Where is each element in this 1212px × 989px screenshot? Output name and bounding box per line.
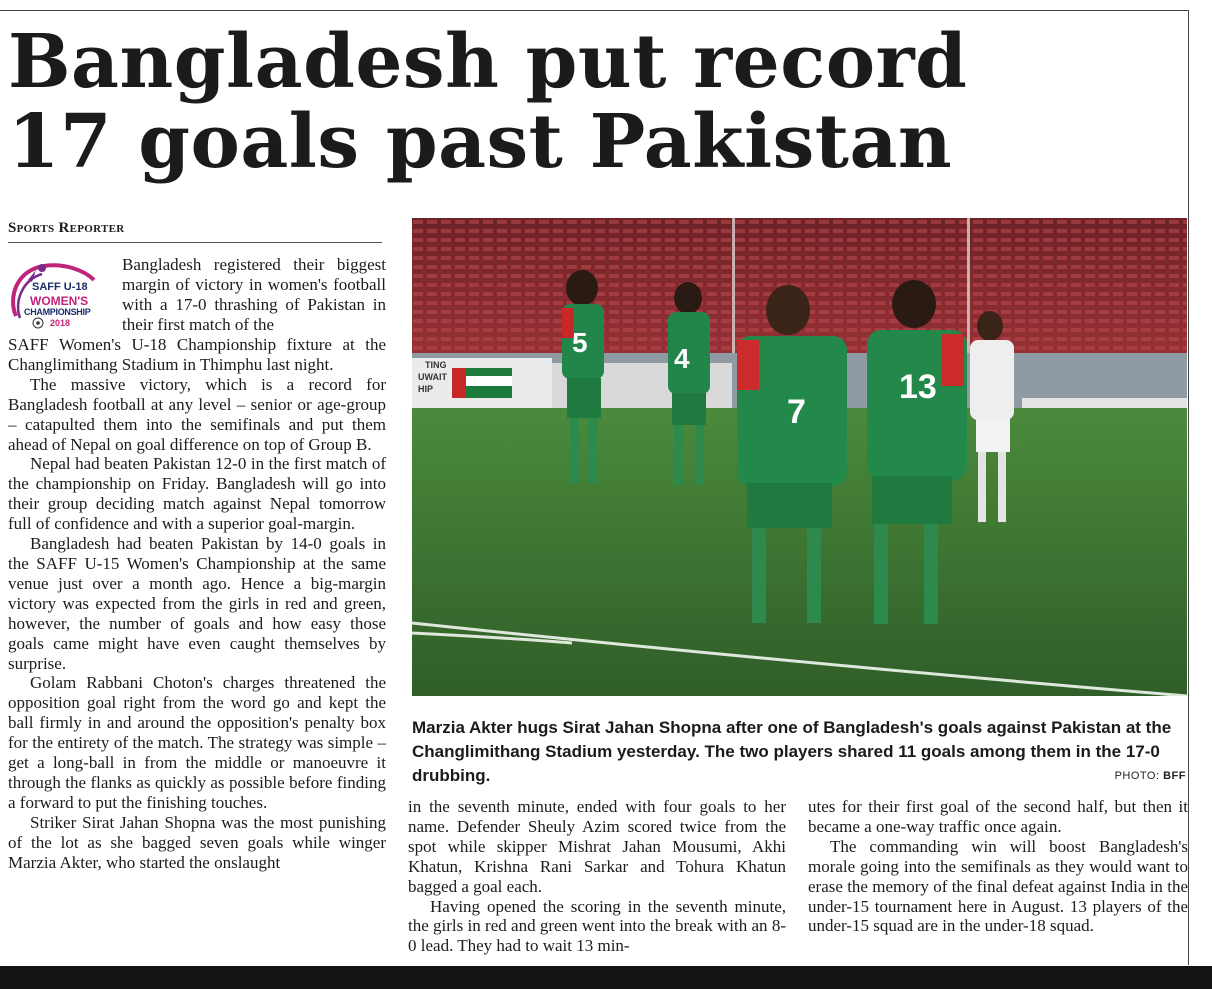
top-rule (0, 10, 1188, 11)
logo-year: 2018 (50, 318, 71, 328)
headline (8, 19, 968, 185)
board-text: TING (425, 360, 447, 370)
article-column-3 (808, 797, 1188, 936)
logo-subtitle: WOMEN'S (30, 294, 89, 308)
championship-logo (6, 258, 114, 336)
board-text: UWAIT (418, 372, 447, 382)
page-bottom-band (0, 966, 1212, 989)
article-paragraph: Nepal had beaten Pakistan 12-0 in the first match of the championship on Friday. Bangladesh will go into their group deciding match against Nepal tomorrow full of confidence and with a superior goal-margin. (8, 454, 386, 534)
article-paragraph: SAFF Women's U-18 Championship fixture at the Changlimithang Stadium in Thimphu last night. (8, 335, 386, 374)
match-photo (412, 218, 1187, 696)
article-column-2 (408, 797, 786, 956)
headline-line-2: 17 goals past Pakistan (8, 99, 953, 185)
photo-credit-label: PHOTO: (1114, 770, 1160, 782)
jersey-number: 13 (899, 368, 937, 406)
jersey-number: 7 (787, 393, 806, 431)
article-paragraph: The massive victory, which is a record for Bangladesh football at any level – senior or age-group – catapulted them into the semifinals and put them ahead of Nepal on goal difference on top of Group B. (8, 374, 386, 454)
jersey-number: 5 (572, 327, 588, 358)
article-column-1 (8, 335, 386, 872)
photo-credit (1115, 770, 1186, 782)
board-text: HIP (418, 384, 434, 394)
article-paragraph: Striker Sirat Jahan Shopna was the most punishing of the lot as she bagged seven goals while winger Marzia Akter, who started the onslaught (8, 812, 386, 872)
jersey-number: 4 (674, 343, 690, 374)
article-paragraph: Bangladesh had beaten Pakistan by 14-0 goals in the SAFF U-15 Women's Championship at the same venue just over a month ago. Hence a big-margin victory was expected from the girls in red and green, however, the number of goals and how easy those goals came might have even caught themselves by surprise. (8, 534, 386, 673)
byline: Sports Reporter (8, 220, 382, 243)
logo-championship: CHAMPIONSHIP (24, 307, 91, 317)
article-lead (122, 255, 386, 335)
photo-credit-source: BFF (1163, 770, 1186, 782)
photo-illustration (412, 218, 1187, 696)
article-paragraph: The commanding win will boost Bangladesh's morale going into the semifinals as they would want to erase the memory of the final defeat against India in the under-15 tournament here in August. 13 players of the under-15 squad are in the under-18 squad. (808, 836, 1188, 936)
article-paragraph: Golam Rabbani Choton's charges threatened the opposition goal right from the word go and kept the ball firmly in and around the opposition's penalty box for the entirety of the match. The strategy was simple – get a long-ball in from the middle or manoeuvre it through the flanks as quickly as possible before finding a forward to put the finishing touches. (8, 673, 386, 812)
photo-caption: Marzia Akter hugs Sirat Jahan Shopna after one of Bangladesh's goals against Pakistan at the Changlimithang Stadium yesterday. The two players shared 11 goals among them in the 17-0 drubbing. (412, 718, 1172, 785)
headline-line-1: Bangladesh put record (8, 19, 968, 105)
right-column-rule (1188, 10, 1189, 965)
article-paragraph: utes for their first goal of the second half, but then it became a one-way traffic once again. (808, 797, 1188, 836)
article-paragraph: Bangladesh registered their biggest margin of victory in women's football with a 17-0 thrashing of Pakistan in their first match of the (122, 255, 386, 334)
article-paragraph: in the seventh minute, ended with four goals to her name. Defender Sheuly Azim scored twice from the spot while skipper Mishrat Jahan Mousumi, Akhi Khatun, Krishna Rani Sarkar and Tohura Khatun bagged a goal each. (408, 797, 786, 896)
article-paragraph: Having opened the scoring in the seventh minute, the girls in red and green went into the break with an 8-0 lead. They had to wait 13 min- (408, 896, 786, 956)
logo-title: SAFF U-18 (32, 281, 88, 293)
